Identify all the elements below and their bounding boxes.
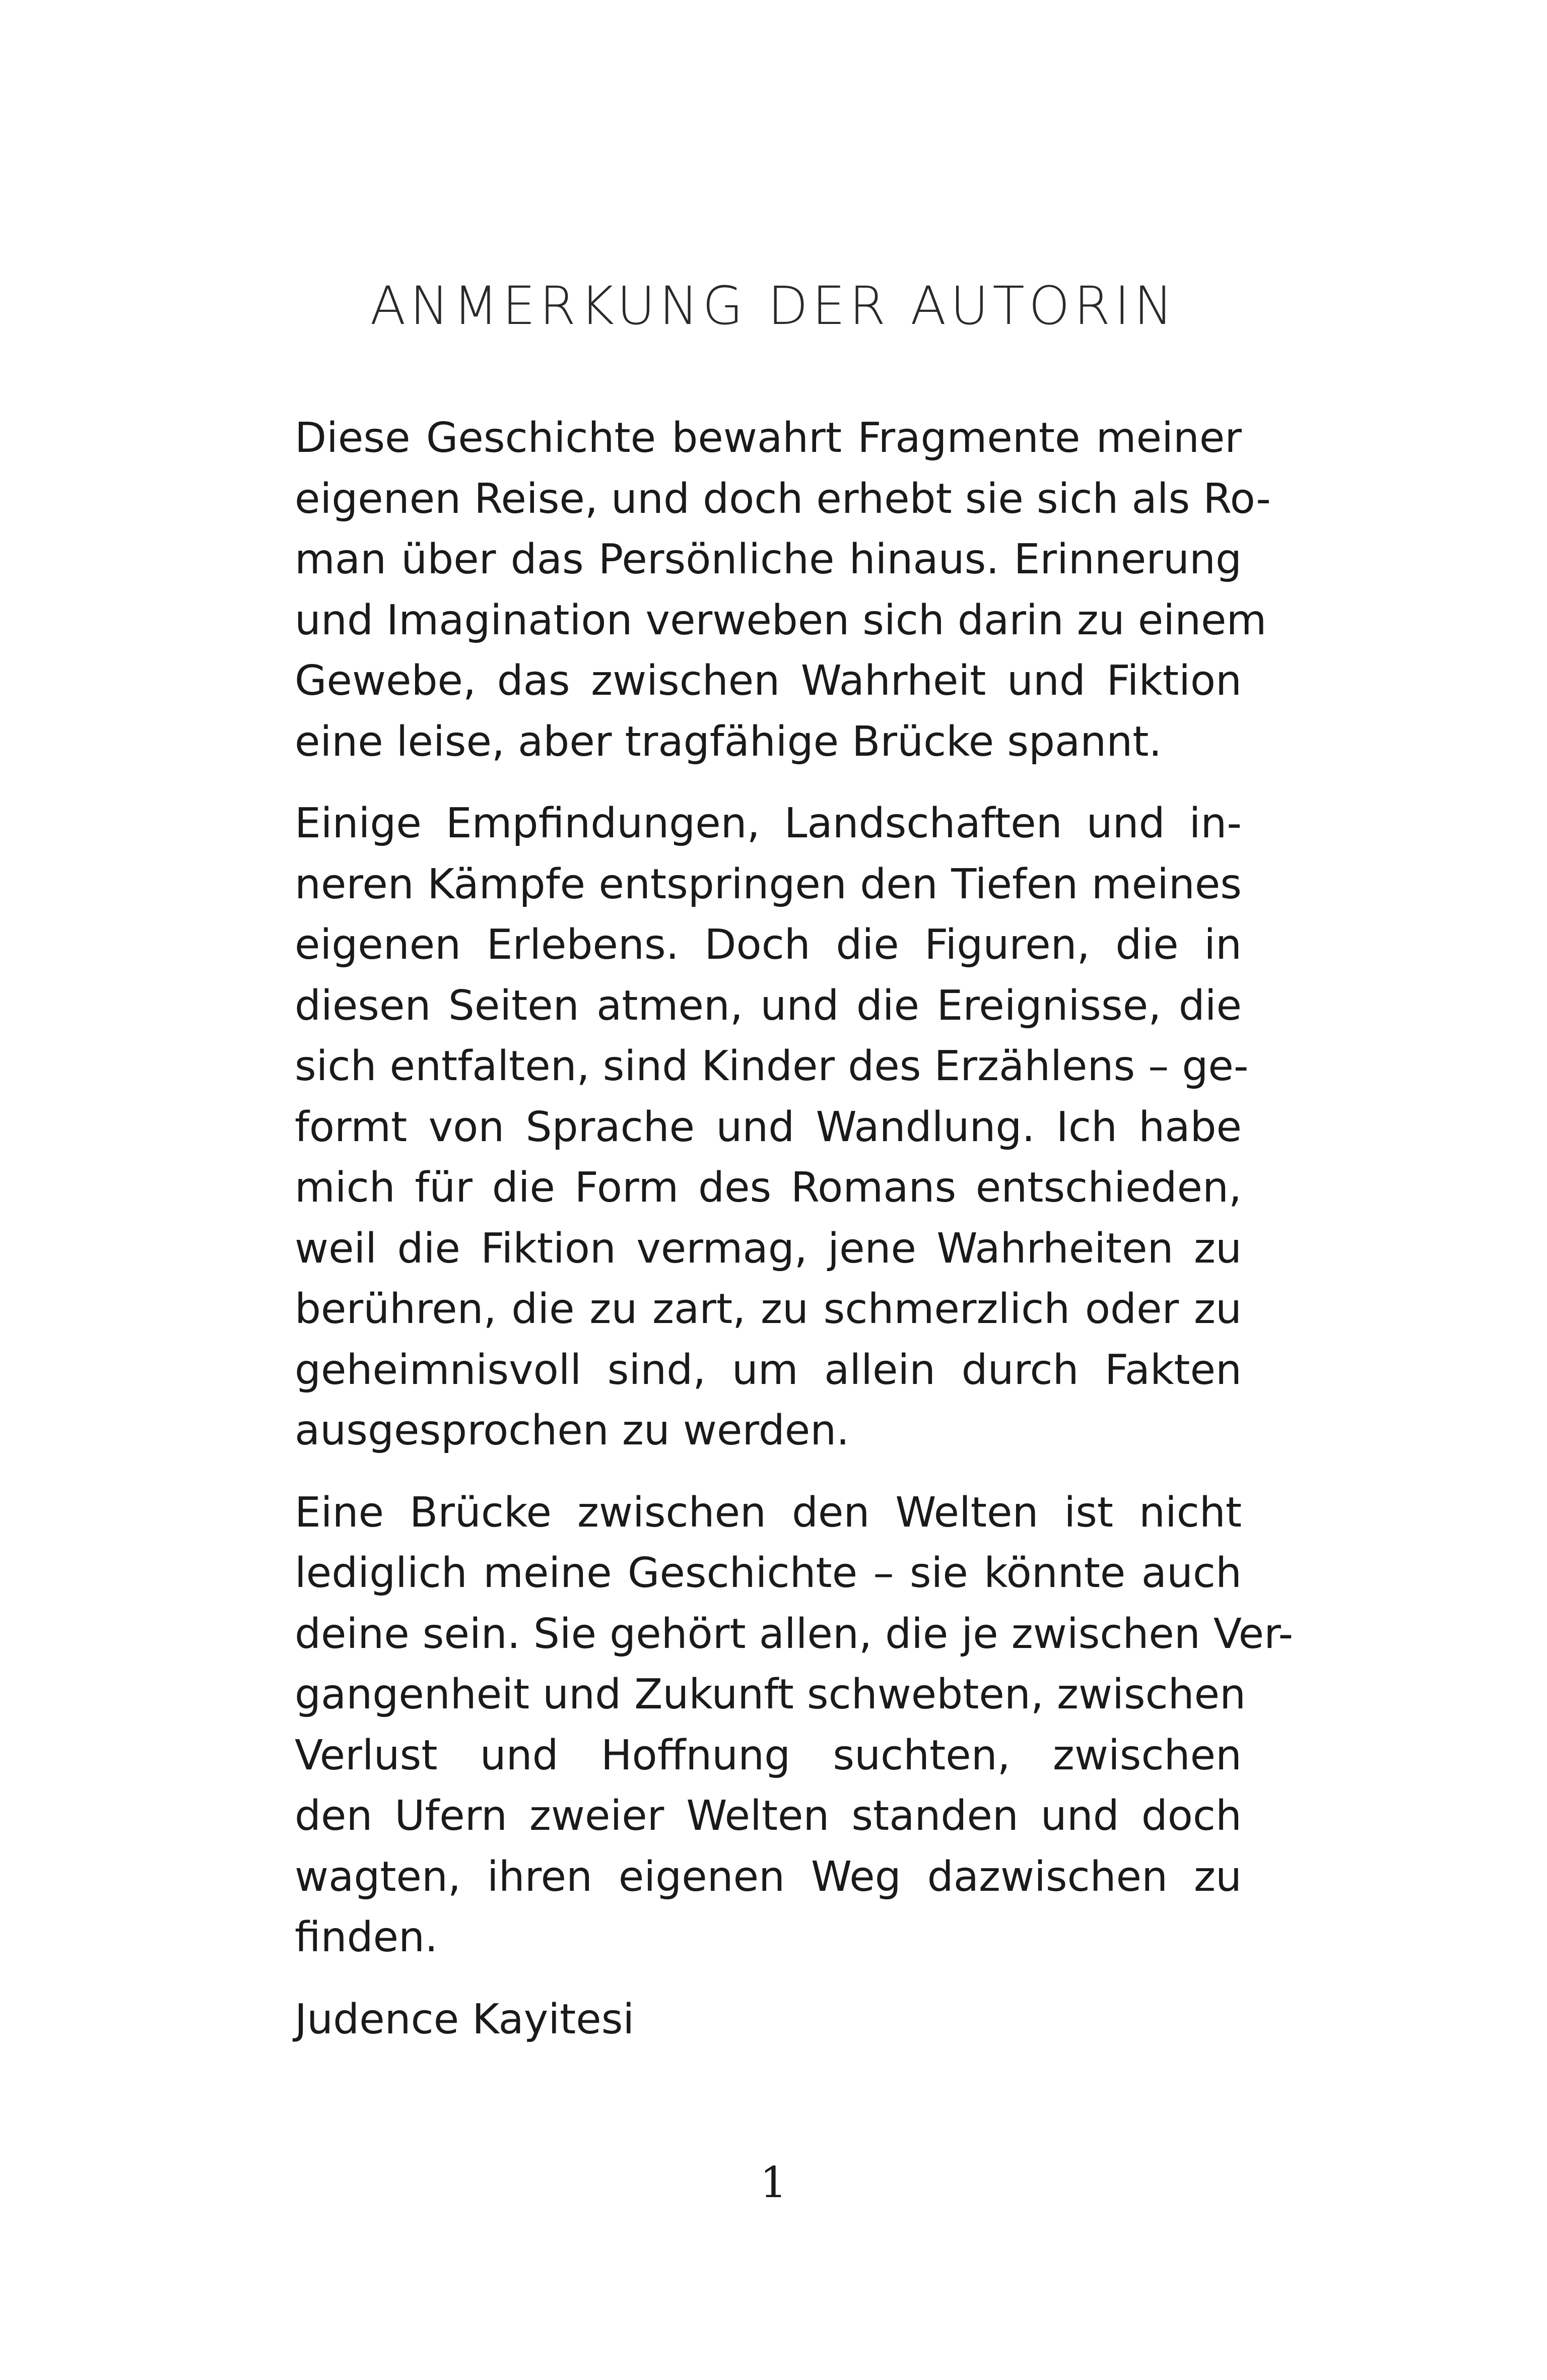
text-line: ausgesprochen zu werden. (295, 1407, 850, 1455)
note-body (295, 408, 1294, 2050)
text-line: wagten, ihren eigenen Weg dazwischen zu (295, 1853, 1242, 1901)
text-line: mich für die Form des Romans entschieden, (295, 1164, 1242, 1212)
page-number: 1 (760, 2158, 787, 2207)
text-line: eigenen Reise, und doch erhebt sie sich als Ro- (295, 475, 1271, 523)
text-line: Einige Empfindungen, Landschaften und in- (295, 800, 1242, 847)
text-line: eigenen Erlebens. Doch die Figuren, die in (295, 921, 1242, 969)
text-line: eine leise, aber tragfähige Brücke spannt. (295, 717, 1162, 766)
paragraph-1 (295, 408, 1271, 772)
text-line: sich entfalten, sind Kinder des Erzählens – ge- (295, 1042, 1249, 1090)
text-line: lediglich meine Geschichte – sie könnte auch (295, 1549, 1242, 1597)
text-line: deine sein. Sie gehört allen, die je zwischen Ver- (295, 1610, 1294, 1658)
text-line: man über das Persönliche hinaus. Erinnerung (295, 536, 1242, 583)
text-line: diesen Seiten atmen, und die Ereignisse, die (295, 981, 1242, 1030)
paragraph-3 (295, 1483, 1294, 1968)
text-line: finden. (295, 1913, 438, 1961)
text-line: gangenheit und Zukunft schwebten, zwischen (295, 1671, 1246, 1718)
page-title: ANMERKUNG DER AUTORIN (370, 275, 1177, 337)
text-line: formt von Sprache und Wandlung. Ich habe (295, 1103, 1242, 1151)
text-line: den Ufern zweier Welten standen und doch (295, 1792, 1242, 1840)
text-line: neren Kämpfe entspringen den Tiefen meines (295, 860, 1242, 908)
text-line: und Imagination verweben sich darin zu einem (295, 596, 1267, 644)
text-line: Eine Brücke zwischen den Welten ist nicht (295, 1488, 1242, 1537)
paragraph-2 (295, 794, 1249, 1462)
author-signature: Judence Kayitesi (295, 1995, 635, 2043)
text-line: Gewebe, das zwischen Wahrheit und Fiktion (295, 657, 1242, 705)
text-line: Verlust und Hoffnung suchten, zwischen (295, 1731, 1242, 1779)
text-line: Diese Geschichte bewahrt Fragmente meiner (295, 414, 1242, 462)
text-line: berühren, die zu zart, zu schmerzlich oder zu (295, 1285, 1242, 1333)
text-line: geheimnisvoll sind, um allein durch Fakten (295, 1346, 1242, 1394)
text-line: weil die Fiktion vermag, jene Wahrheiten zu (295, 1224, 1242, 1273)
